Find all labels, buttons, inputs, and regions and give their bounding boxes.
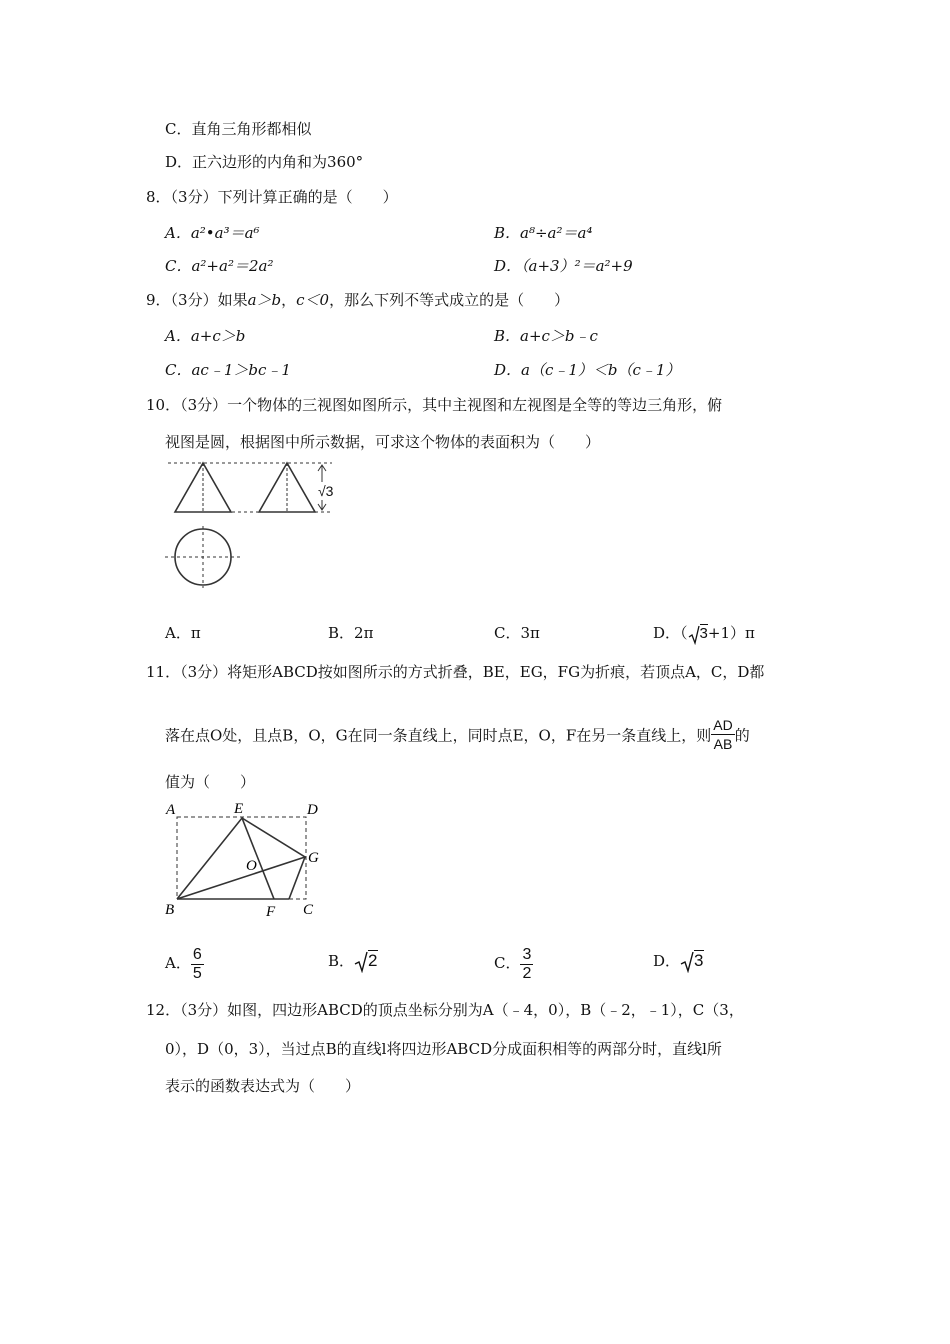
label-G: G <box>308 850 319 866</box>
q11-b-label: B． <box>328 952 355 970</box>
q9-cond2: c＜0 <box>296 291 330 309</box>
q11-c-frac: $\frac{3}{2}$ <box>522 945 532 982</box>
label-D: D <box>307 802 318 818</box>
q11-line2-pre: 落在点O处，且点B，O，G在同一条直线上，同时点E，O，F在另一条直线上，则 <box>165 726 712 745</box>
label-E: E <box>234 801 244 817</box>
q10-d-post: +1）π <box>707 624 755 642</box>
q9-sep: ， <box>281 291 297 309</box>
q11-c-label: C． <box>494 954 521 972</box>
q11-d-label: D． <box>653 952 681 970</box>
q11-line1: 11．（3分）将矩形ABCD按如图所示的方式折叠，BE，EG，FG为折痕，若顶点A，C，D都 <box>146 663 765 681</box>
q11-line2-post: 的 <box>734 726 750 745</box>
q11-fraction <box>711 716 734 753</box>
q7-option-d: D．正六边形的内角和为360° <box>165 153 364 171</box>
q9-option-b: B．a+c＞b﹣c <box>494 327 598 345</box>
q9-stem <box>146 290 569 310</box>
q9-option-a: A．a+c＞b <box>165 327 246 345</box>
q11-frac-num: AD <box>713 717 733 733</box>
q12-line2: 0），D（0，3），当过点B的直线l将四边形ABCD分成面积相等的两部分时，直线l所 <box>165 1040 722 1058</box>
q11-option-a <box>165 941 204 985</box>
q9-stem-pre: 9．（3分）如果 <box>146 291 248 309</box>
q8-option-c: C．a²+a²＝2a² <box>165 257 274 275</box>
q10-fig-label: √3 <box>318 483 334 499</box>
q10-option-a: A．π <box>165 624 201 642</box>
label-B: B <box>165 902 175 918</box>
q10-line1: 10．（3分）一个物体的三视图如图所示，其中主视图和左视图是全等的等边三角形，俯 <box>146 396 723 414</box>
label-C: C <box>303 902 314 918</box>
q11-line3: 值为（ ） <box>165 773 256 791</box>
folded-rectangle-figure <box>160 800 330 920</box>
q7-option-c: C．直角三角形都相似 <box>165 120 312 138</box>
q8-option-b: B．a⁸÷a²＝a⁴ <box>494 224 593 242</box>
q11-option-b <box>328 951 378 973</box>
q12-line1: 12．（3分）如图，四边形ABCD的顶点坐标分别为A（﹣4，0），B（﹣2，﹣1），C（3， <box>146 1001 744 1019</box>
q8-stem: 8．（3分）下列计算正确的是（ ） <box>146 188 398 206</box>
q11-a-label: A． <box>165 954 191 972</box>
q12-line3: 表示的函数表达式为（ ） <box>165 1077 361 1095</box>
sqrt-symbol <box>688 624 700 645</box>
q11-line2 <box>165 718 750 755</box>
q10-option-b: B．2π <box>328 624 374 642</box>
q11-a-frac: $\frac{6}{5}$ <box>192 945 202 982</box>
label-F: F <box>266 904 276 920</box>
q11-option-c <box>494 941 533 985</box>
q9-option-c: C．ac﹣1＞bc﹣1 <box>165 361 291 379</box>
q10-line2: 视图是圆，根据图中所示数据，可求这个物体的表面积为（ ） <box>165 433 601 451</box>
q10-d-rad: 3 <box>699 625 708 642</box>
three-view-figure <box>160 456 350 596</box>
q11-option-d <box>653 951 704 973</box>
q8-option-d: D．（a+3）²＝a²+9 <box>494 257 633 275</box>
q9-option-d: D．a（c﹣1）＜b（c﹣1） <box>494 361 681 379</box>
q11-d-rad: 3 <box>694 951 704 970</box>
q10-option-c: C．3π <box>494 624 540 642</box>
q9-cond1: a＞b <box>247 291 282 309</box>
q10-d-pre: D．（ <box>653 624 688 642</box>
q8-option-a: A．a²•a³＝a⁶ <box>165 224 260 242</box>
label-A: A <box>166 802 176 818</box>
q10-option-d <box>653 623 755 645</box>
q11-frac-den: AB <box>713 736 733 752</box>
q9-stem-post: ，那么下列不等式成立的是（ ） <box>329 291 570 309</box>
label-O: O <box>246 858 257 874</box>
q11-b-rad: 2 <box>368 951 378 970</box>
